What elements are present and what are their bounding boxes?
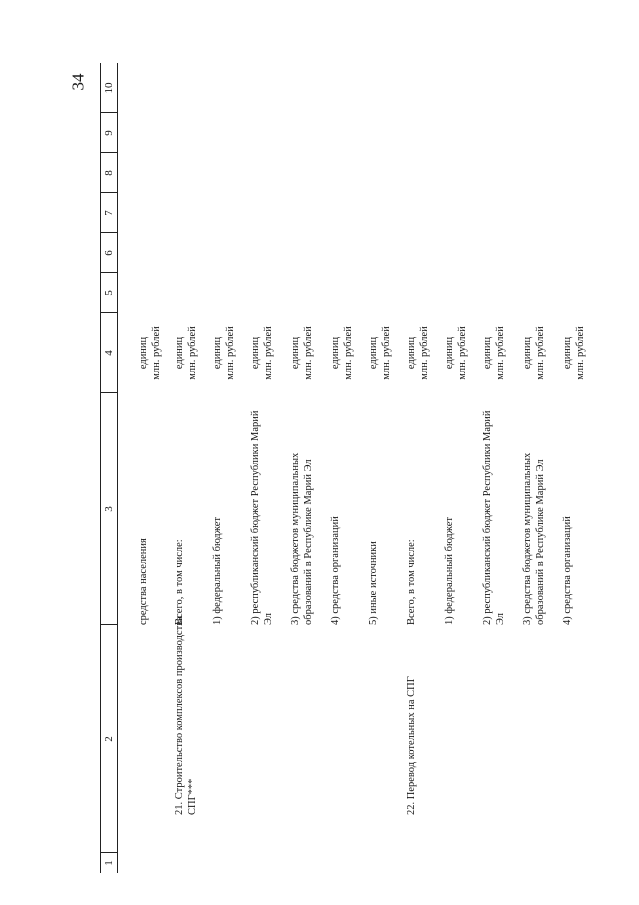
funding-source: 4) средства организаций bbox=[330, 516, 341, 625]
units: единиц млн. рублей bbox=[444, 326, 468, 380]
funding-source: 5) иные источники bbox=[368, 541, 379, 625]
funding-source: Всего, в том числе: bbox=[406, 539, 417, 625]
item-name: 22. Перевод котельных на СПГ bbox=[406, 676, 417, 815]
funding-source: 3) средства бюджетов муниципальных образований в Республике Марий Эл bbox=[290, 452, 314, 625]
header-col-4: 4 bbox=[103, 350, 115, 356]
units: единиц млн. рублей bbox=[174, 326, 198, 380]
item-name: 21. Строительство комплексов производства СПГ*** bbox=[174, 616, 198, 815]
funding-source: 2) республиканский бюджет Республики Марий Эл bbox=[482, 410, 506, 625]
funding-source: 2) республиканский бюджет Республики Марий Эл bbox=[250, 410, 274, 625]
header-col-9: 9 bbox=[103, 130, 115, 136]
units: единиц млн. рублей bbox=[562, 326, 586, 380]
units: единиц млн. рублей bbox=[482, 326, 506, 380]
header-col-5: 5 bbox=[103, 290, 115, 296]
units: единиц млн. рублей bbox=[212, 326, 236, 380]
header-col-2: 2 bbox=[103, 736, 115, 742]
header-col-10: 10 bbox=[103, 82, 115, 94]
funding-source: 3) средства бюджетов муниципальных образований в Республике Марий Эл bbox=[522, 452, 546, 625]
header-col-3: 3 bbox=[103, 506, 115, 512]
header-col-6: 6 bbox=[103, 250, 115, 256]
header-col-1: 1 bbox=[103, 860, 115, 866]
units: единиц млн. рублей bbox=[368, 326, 392, 380]
table-header bbox=[100, 63, 118, 873]
header-col-8: 8 bbox=[103, 170, 115, 176]
units: единиц млн. рублей bbox=[290, 326, 314, 380]
units: единиц млн. рублей bbox=[250, 326, 274, 380]
header-col-7: 7 bbox=[103, 210, 115, 216]
table bbox=[100, 63, 600, 873]
funding-source: 1) федеральный бюджет bbox=[444, 516, 455, 625]
page-number: 34 bbox=[68, 73, 88, 91]
units: единиц млн. рублей bbox=[522, 326, 546, 380]
units: единиц млн. рублей bbox=[406, 326, 430, 380]
funding-source: 1) федеральный бюджет bbox=[212, 516, 223, 625]
funding-source: Всего, в том числе: bbox=[174, 539, 185, 625]
units: единиц млн. рублей bbox=[138, 326, 162, 380]
funding-source: 4) средства организаций bbox=[562, 516, 573, 625]
units: единиц млн. рублей bbox=[330, 326, 354, 380]
funding-source: средства населения bbox=[138, 538, 149, 625]
